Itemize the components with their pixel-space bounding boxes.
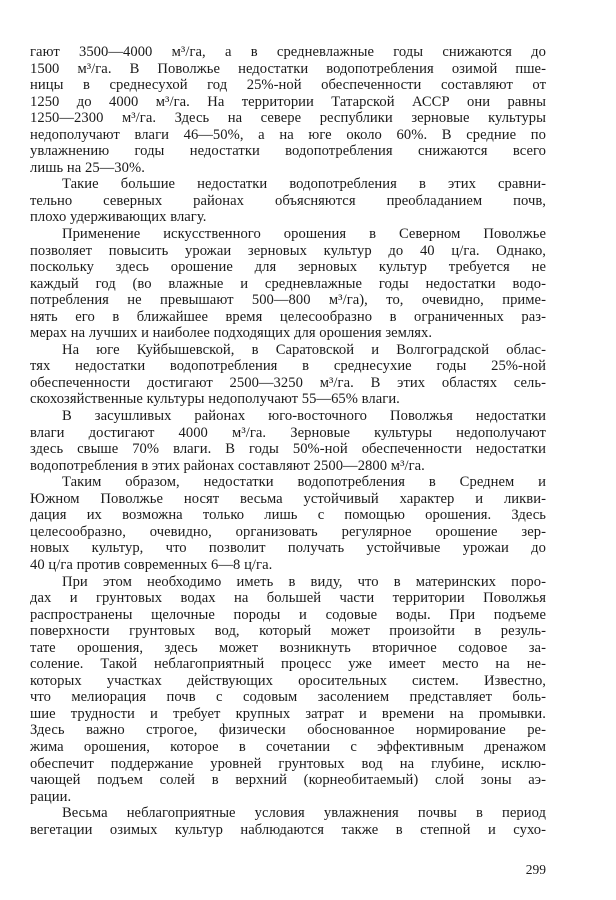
paragraph	[30, 474, 546, 573]
text-line: Таким образом, недостатки водопотребления в Среднем и	[62, 474, 546, 491]
text-line: недополучают влаги 46—50%, а на юге около 60%. В средние по	[30, 126, 546, 143]
text-line: нять его в ближайшее время целесообразно в ограниченных раз-	[30, 308, 546, 325]
text-line: шие трудности и требует крупных затрат и времени на промывки.	[30, 705, 546, 722]
text-line: Весьма неблагоприятные условия увлажнения почвы в период	[62, 805, 546, 822]
text-line: Применение искусственного орошения в Северном Поволжье	[62, 226, 546, 243]
paragraph	[30, 44, 546, 176]
text-line: плохо удерживающих влагу.	[30, 209, 207, 226]
text-line: тельно северных районах объясняются преобладанием почв,	[30, 192, 546, 209]
text-line: потребления не превышают 500—800 м³/га), то, очевидно, приме-	[30, 292, 546, 309]
text-line: При этом необходимо иметь в виду, что в материнских поро-	[62, 573, 546, 590]
text-line: тате орошения, здесь может возникнуть вторичное содовое за-	[30, 639, 546, 656]
text-line: Такие большие недостатки водопотребления в этих сравни-	[62, 176, 546, 193]
text-line: каждый год (во влажные и средневлажные годы недостатки водо-	[30, 275, 546, 292]
text-line: дах и грунтовых водах на большей части территории Поволжья	[30, 590, 546, 607]
text-line: мерах на лучших и наиболее подходящих для орошения землях.	[30, 325, 433, 342]
text-line: здесь свыше 70% влаги. В годы 50%-ной обеспеченности недостатки	[30, 441, 546, 458]
text-line: соление. Такой неблагоприятный процесс уже имеет место на не-	[30, 656, 546, 673]
page-number: 299	[525, 862, 546, 877]
text-line: 1250 до 4000 м³/га. На территории Татарской АССР они равны	[30, 93, 546, 110]
paragraph	[30, 176, 546, 226]
text-line: новых культур, что позволит получать устойчивые урожаи до	[30, 540, 546, 557]
text-line: жима орошения, которое в сочетании с эффективным дренажом	[30, 738, 546, 755]
text-line: дация их возможна только лишь с помощью орошения. Здесь	[30, 507, 546, 524]
text-line: увлажнению годы недостатки водопотребления снижаются всего	[30, 143, 546, 160]
text-line: На юге Куйбышевской, в Саратовской и Волгоградской облас-	[62, 341, 546, 358]
text-line: влаги достигают 4000 м³/га. Зерновые культуры недополучают	[30, 424, 546, 441]
text-line: 1250—2300 м³/га. Здесь на севере республики зерновые культуры	[30, 110, 546, 127]
text-line: обеспечит поддержание уровней грунтовых вод на глубине, исклю-	[30, 755, 546, 772]
text-line: обеспеченности достигают 2500—3250 м³/га. В этих областях сель-	[30, 374, 546, 391]
text-line: поскольку здесь орошение для зерновых культур требуется не	[30, 259, 546, 276]
text-line: целесообразно, очевидно, организовать регулярное орошение зер-	[30, 523, 546, 540]
text-line: вегетации озимых культур наблюдаются также в степной и сухо-	[30, 821, 546, 838]
text-line: ницы в среднесухой год 25%-ной обеспеченности составляют от	[30, 77, 546, 94]
paragraph	[30, 574, 546, 806]
text-line: Южном Поволжье носят весьма устойчивый характер и ликви-	[30, 490, 546, 507]
text-line: гают 3500—4000 м³/га, а в средневлажные годы снижаются до	[30, 44, 546, 60]
text-line: распространены щелочные породы и содовые воды. При подъеме	[30, 606, 546, 623]
text-line: рации.	[30, 788, 72, 805]
text-line: В засушливых районах юго-восточного Поволжья недостатки	[62, 408, 546, 425]
text-line: Здесь важно строгое, физически обоснованное нормирование ре-	[30, 722, 546, 739]
text-line: 40 ц/га против современных 6—8 ц/га.	[30, 556, 273, 573]
paragraph	[30, 408, 546, 474]
page-body	[30, 44, 546, 838]
text-line: водопотребления в этих районах составляют 2500—2800 м³/га.	[30, 457, 425, 474]
text-line: тях недостатки водопотребления в среднесухие годы 25%-ной	[30, 358, 546, 375]
text-line: 1500 м³/га. В Поволжье недостатки водопотребления озимой пше-	[30, 60, 546, 77]
text-line: поверхности грунтовых вод, который может произойти в резуль-	[30, 623, 546, 640]
paragraph	[30, 226, 546, 342]
paragraph	[30, 342, 546, 408]
paragraph	[30, 805, 546, 838]
text-line: чающей подъем солей в верхний (корнеобитаемый) слой зоны аэ-	[30, 772, 546, 789]
text-line: позволяет повысить урожаи зерновых культур до 40 ц/га. Однако,	[30, 242, 546, 259]
text-line: что мелиорация почв с содовым засолением представляет боль-	[30, 689, 546, 706]
text-line: лишь на 25—30%.	[30, 159, 145, 176]
text-line: которых участках действующих оросительных систем. Известно,	[30, 672, 546, 689]
text-line: скохозяйственные культуры недополучают 55—65% влаги.	[30, 391, 400, 408]
